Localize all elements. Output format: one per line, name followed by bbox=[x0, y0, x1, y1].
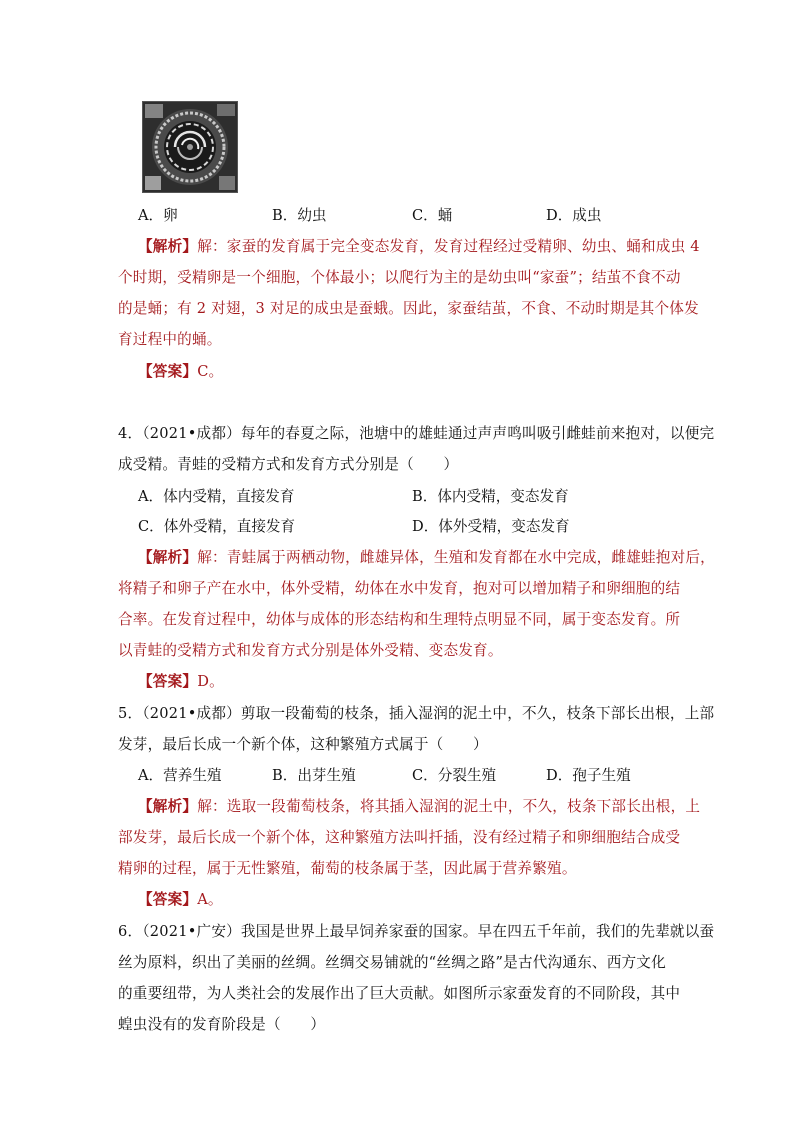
q4-analysis-line-1: 【解析】解：青蛙属于两栖动物，雌雄异体，生殖和发育都在水中完成，雌雄蛙抱对后， bbox=[138, 549, 715, 566]
silkworm-figure bbox=[142, 101, 238, 193]
q6-stem-line-2: 丝为原料，织出了美丽的丝绸。丝绸交易铺就的“丝绸之路”是古代沟通东、西方文化 bbox=[118, 954, 666, 971]
q4-analysis-line-4: 以青蛙的受精方式和发育方式分别是体外受精、变态发育。 bbox=[118, 642, 503, 659]
cocoon-image bbox=[143, 102, 237, 192]
q4-option-b: B．体内受精，变态发育 bbox=[412, 488, 569, 505]
q3-option-a: A．卵 bbox=[138, 207, 178, 224]
q5-answer-label: 【答案】 bbox=[138, 891, 198, 908]
q3-analysis-line-4: 育过程中的蛹。 bbox=[118, 331, 222, 348]
q6-stem-line-1: 6．（2021•广安）我国是世界上最早饲养家蚕的国家。早在四五千年前，我们的先辈就以蚕 bbox=[118, 923, 715, 940]
q5-stem-line-1: 5．（2021•成都）剪取一段葡萄的枝条，插入湿润的泥土中，不久，枝条下部长出根，上部 bbox=[118, 705, 715, 722]
q3-option-c: C．蛹 bbox=[412, 207, 453, 224]
q4-option-c: C．体外受精，直接发育 bbox=[138, 518, 296, 535]
q5-option-c: C．分裂生殖 bbox=[412, 767, 497, 784]
q6-stem-line-3: 的重要纽带，为人类社会的发展作出了巨大贡献。如图所示家蚕发育的不同阶段，其中 bbox=[118, 985, 681, 1002]
q5-analysis-line-3: 精卵的过程，属于无性繁殖，葡萄的枝条属于茎，因此属于营养繁殖。 bbox=[118, 860, 577, 877]
q5-answer: 【答案】A。 bbox=[138, 891, 223, 908]
q4-stem-line-1: 4．（2021•成都）每年的春夏之际，池塘中的雄蛙通过声声鸣叫吸引雌蛙前来抱对，以便完 bbox=[118, 425, 715, 442]
q5-analysis-label: 【解析】 bbox=[138, 798, 198, 815]
q6-stem-line-4: 蝗虫没有的发育阶段是（ ） bbox=[118, 1016, 326, 1033]
q4-analysis-line-3: 合率。在发育过程中，幼体与成体的形态结构和生理特点明显不同，属于变态发育。所 bbox=[118, 611, 681, 628]
q4-option-d: D．体外受精，变态发育 bbox=[412, 518, 570, 535]
q5-analysis-line-1: 【解析】解：选取一段葡萄枝条，将其插入湿润的泥土中，不久，枝条下部长出根，上 bbox=[138, 798, 701, 815]
q3-analysis-label: 【解析】 bbox=[138, 238, 198, 255]
q5-option-d: D．孢子生殖 bbox=[546, 767, 631, 784]
q4-stem-line-2: 成受精。青蛙的受精方式和发育方式分别是（ ） bbox=[118, 456, 459, 473]
q4-analysis-label: 【解析】 bbox=[138, 549, 198, 566]
q3-analysis-line-1: 【解析】解：家蚕的发育属于完全变态发育，发育过程经过受精卵、幼虫、蛹和成虫 4 bbox=[138, 238, 700, 255]
q4-answer: 【答案】D。 bbox=[138, 673, 224, 690]
q5-option-a: A．营养生殖 bbox=[138, 767, 222, 784]
q5-stem-line-2: 发芽，最后长成一个新个体，这种繁殖方式属于（ ） bbox=[118, 736, 488, 753]
q3-answer-label: 【答案】 bbox=[138, 363, 198, 380]
q3-option-b: B．幼虫 bbox=[272, 207, 327, 224]
q3-analysis-line-2: 个时期，受精卵是一个细胞，个体最小；以爬行为主的是幼虫叫“家蚕”；结茧不食不动 bbox=[118, 269, 681, 286]
q3-answer: 【答案】C。 bbox=[138, 363, 224, 380]
q4-answer-label: 【答案】 bbox=[138, 673, 198, 690]
q4-option-a: A．体内受精，直接发育 bbox=[138, 488, 295, 505]
q5-option-b: B．出芽生殖 bbox=[272, 767, 356, 784]
q5-analysis-line-2: 部发芽，最后长成一个新个体，这种繁殖方法叫扦插，没有经过精子和卵细胞结合成受 bbox=[118, 829, 681, 846]
q3-option-d: D．成虫 bbox=[546, 207, 602, 224]
q3-analysis-line-3: 的是蛹；有 2 对翅，3 对足的成虫是蚕蛾。因此，家蚕结茧，不食、不动时期是其个体发 bbox=[118, 300, 699, 317]
q4-analysis-line-2: 将精子和卵子产在水中，体外受精，幼体在水中发育，抱对可以增加精子和卵细胞的结 bbox=[118, 580, 681, 597]
